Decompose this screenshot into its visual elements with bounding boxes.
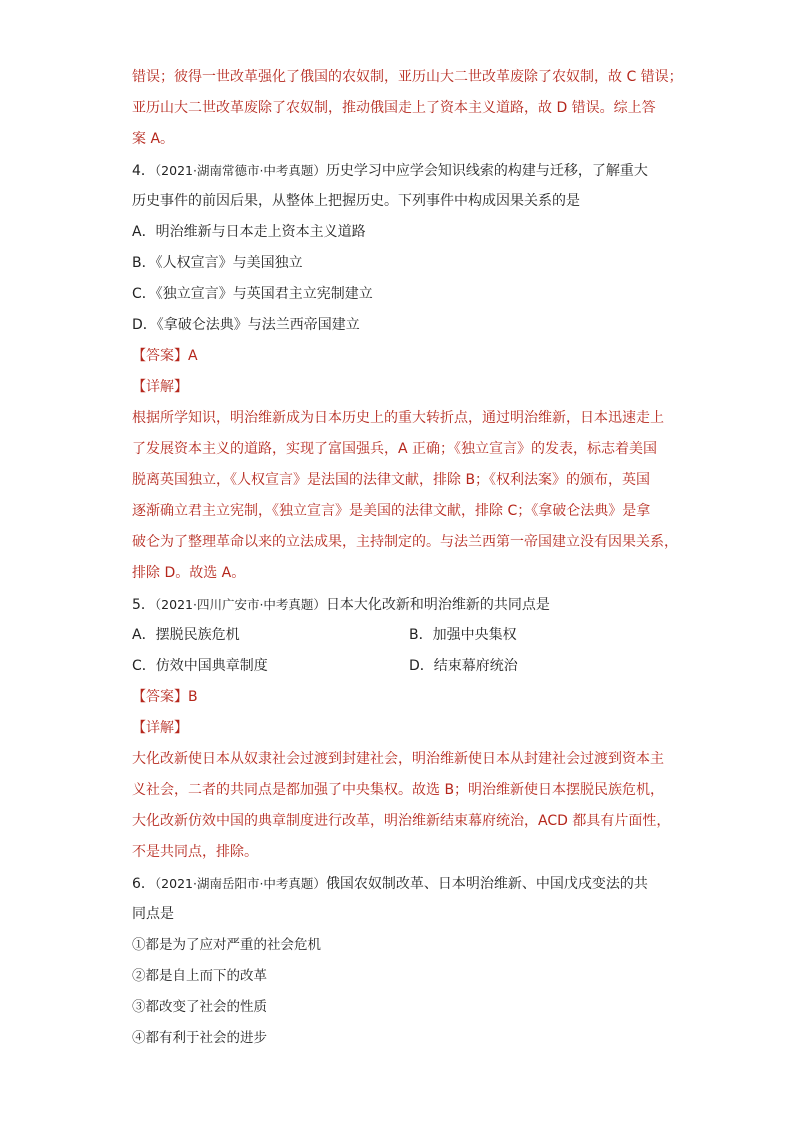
q5-answer-value: B xyxy=(188,689,198,705)
q4-option-a: A．明治维新与日本走上资本主义道路 xyxy=(132,224,366,240)
q4-detail-line-4: 逐渐确立君主立宪制，《独立宣言》是美国的法律文献，排除 C；《拿破仑法典》是拿 xyxy=(132,503,651,519)
document-page xyxy=(132,62,683,1054)
q4-detail-line-5: 破仑为了整理革命以来的立法成果，主持制定的。与法兰西第一帝国建立没有因果关系， xyxy=(132,534,678,550)
q6-number: 6． xyxy=(132,876,155,892)
q4-detail-line-3: 脱离英国独立，《人权宣言》是法国的法律文献，排除 B；《权利法案》的颁布，英国 xyxy=(132,472,651,488)
q5-option-a: A．摆脱民族危机 xyxy=(132,627,240,643)
q4-option-b: B．《人权宣言》与美国独立 xyxy=(132,255,303,271)
q6-statement-4: ④都有利于社会的进步 xyxy=(132,1030,267,1046)
q5-options-row-2 xyxy=(132,651,664,682)
q4-number: 4． xyxy=(132,163,155,179)
q4-stem-line-2: 历史事件的前因后果，从整体上把握历史。下列事件中构成因果关系的是 xyxy=(132,193,580,209)
q4-answer xyxy=(132,341,664,372)
q5-detail-line-4: 不是共同点，排除。 xyxy=(132,844,258,860)
q4-option-c: C．《独立宣言》与英国君主立宪制建立 xyxy=(132,286,373,302)
q4-detail-label: 【详解】 xyxy=(132,379,188,395)
q5-answer xyxy=(132,682,664,713)
q5-option-b: B．加强中央集权 xyxy=(409,627,517,643)
q6-stem-line-2: 同点是 xyxy=(132,906,174,922)
q4-answer-label: 【答案】 xyxy=(132,348,188,364)
q5-detail-label: 【详解】 xyxy=(132,720,188,736)
q5-detail-line-1: 大化改新使日本从奴隶社会过渡到封建社会，明治维新使日本从封建社会过渡到资本主 xyxy=(132,751,664,767)
q6-statement-1: ①都是为了应对严重的社会危机 xyxy=(132,937,321,953)
intro-line-3: 案 A。 xyxy=(132,131,175,147)
q6-stem-line-1 xyxy=(132,868,664,899)
intro-line-2: 亚历山大二世改革废除了农奴制，推动俄国走上了资本主义道路，故 D 错误。综上答 xyxy=(132,100,656,116)
q4-answer-value: A xyxy=(188,348,198,364)
q5-number: 5． xyxy=(132,597,155,613)
q5-answer-label: 【答案】 xyxy=(132,689,188,705)
q4-source: （2021·湖南常德市·中考真题） xyxy=(154,163,326,178)
intro-line-1: 错误；彼得一世改革强化了俄国的农奴制，亚历山大二世改革废除了农奴制，故 C 错误； xyxy=(132,69,683,85)
q5-stem-text: 日本大化改新和明治维新的共同点是 xyxy=(325,597,550,613)
q5-options-row-1 xyxy=(132,620,664,651)
q6-statement-2: ②都是自上而下的改革 xyxy=(132,968,267,984)
q5-source: （2021·四川广安市·中考真题） xyxy=(154,597,326,612)
q5-stem xyxy=(132,589,664,620)
q5-option-d: D．结束幕府统治 xyxy=(409,658,518,674)
q4-detail-line-2: 了发展资本主义的道路，实现了富国强兵，A 正确；《独立宣言》的发表，标志着美国 xyxy=(132,441,658,457)
q5-option-c: C．仿效中国典章制度 xyxy=(132,658,268,674)
q4-stem-text-1: 历史学习中应学会知识线索的构建与迁移，了解重大 xyxy=(325,163,648,179)
q6-source: （2021·湖南岳阳市·中考真题） xyxy=(154,876,326,891)
q4-detail-line-6: 排除 D。故选 A。 xyxy=(132,565,246,581)
q4-option-d: D．《拿破仑法典》与法兰西帝国建立 xyxy=(132,317,360,333)
q6-stem-text-1: 俄国农奴制改革、日本明治维新、中国戊戌变法的共 xyxy=(325,876,648,892)
q5-detail-line-3: 大化改新仿效中国的典章制度进行改革，明治维新结束幕府统治，ACD 都具有片面性， xyxy=(132,813,671,829)
q4-stem-line-1 xyxy=(132,155,664,186)
q6-statement-3: ③都改变了社会的性质 xyxy=(132,999,267,1015)
q4-detail-line-1: 根据所学知识，明治维新成为日本历史上的重大转折点，通过明治维新，日本迅速走上 xyxy=(132,410,664,426)
q5-detail-line-2: 义社会，二者的共同点是都加强了中央集权。故选 B；明治维新使日本摆脱民族危机， xyxy=(132,782,665,798)
